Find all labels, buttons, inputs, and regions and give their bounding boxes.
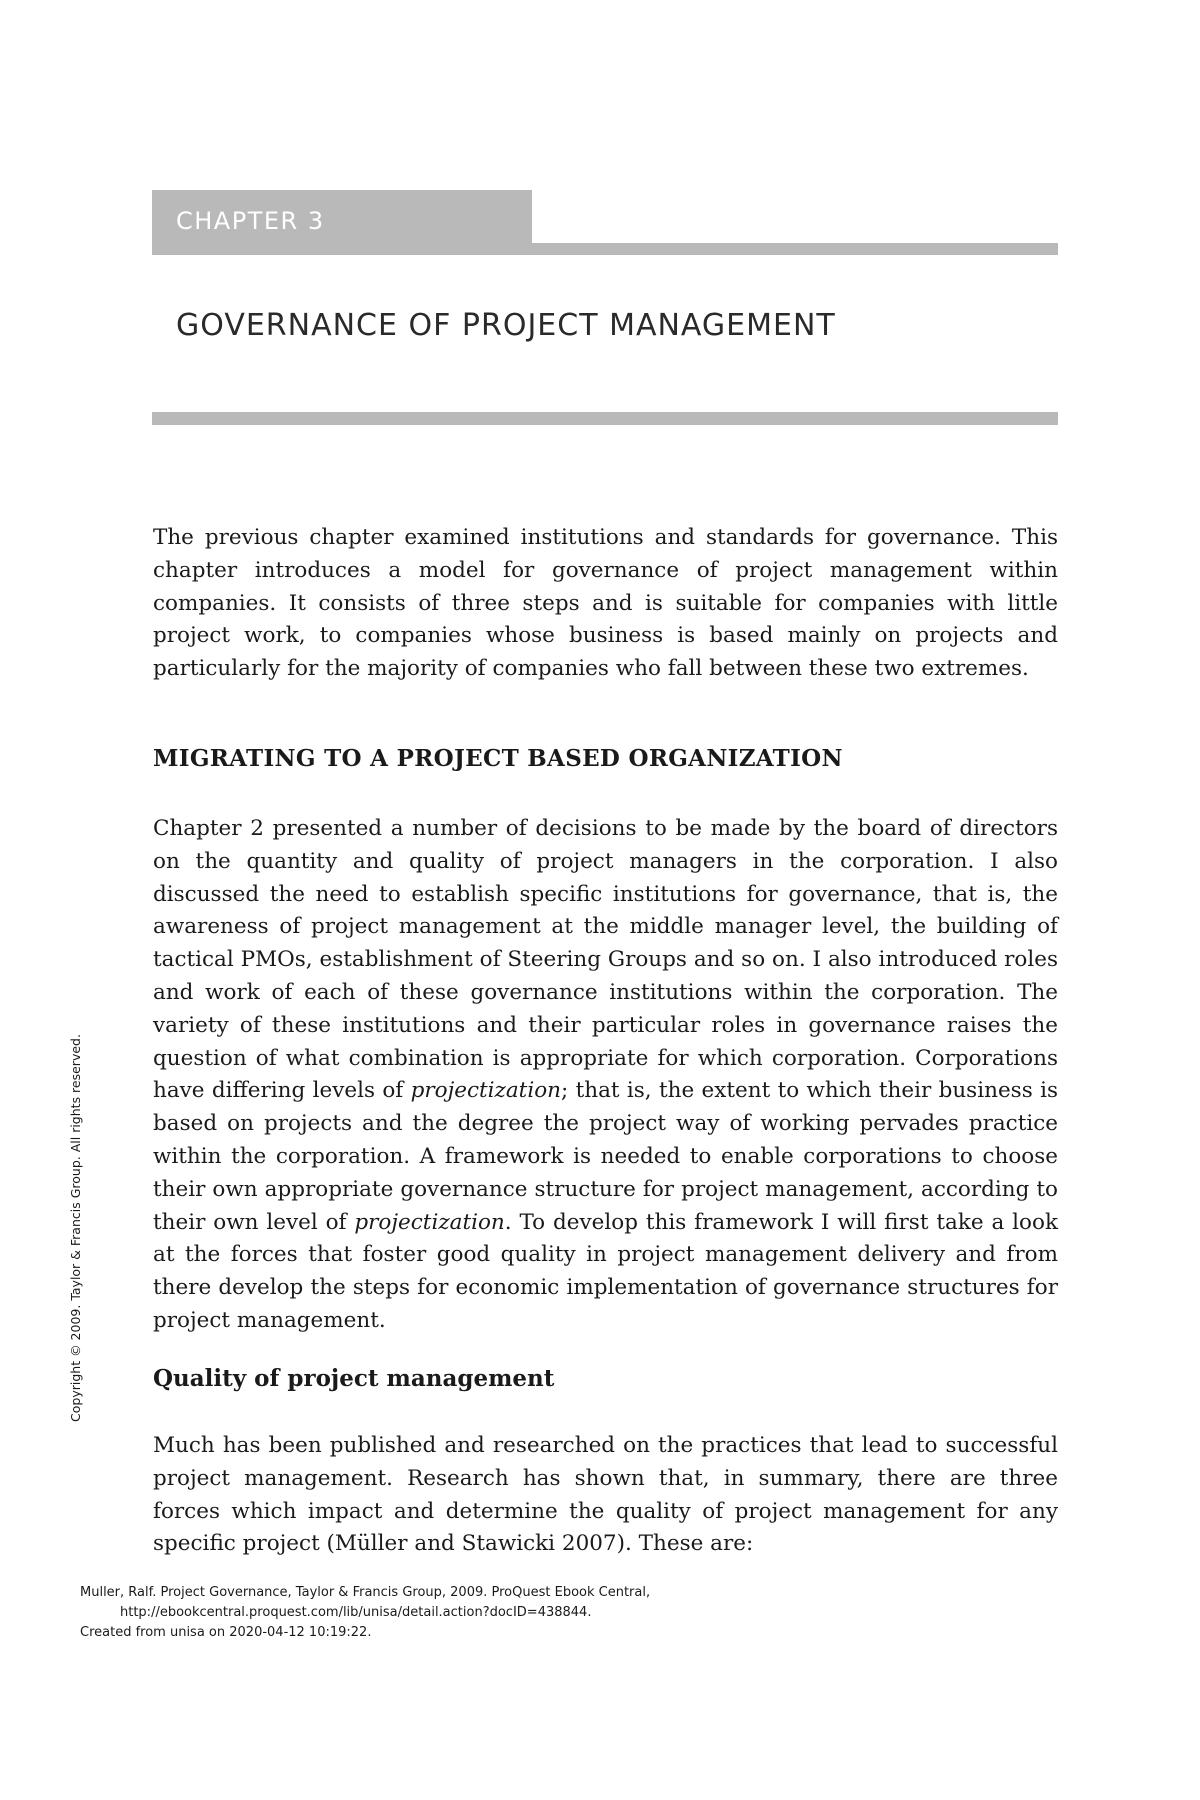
- chapter-title: GOVERNANCE OF PROJECT MANAGEMENT: [176, 308, 836, 343]
- quality-paragraph: Much has been published and researched on the practices that lead to successful project management. Research has shown that, in summary, there are three forces which impact and determine the quality of project management for any specific project (Müller and Stawicki 2007). These are:: [153, 1433, 1058, 1557]
- migrating-paragraph-part2: ; that is, the extent to which their business is based on projects and the degree the project way of working pervades practice within the corporation. A framework is needed to enable corporations to choose their own appropriate governance structure for project management, according to their own level of: [153, 1078, 1058, 1235]
- citation-footer: [80, 1583, 650, 1643]
- citation-line-1: Muller, Ralf. Project Governance, Taylor & Francis Group, 2009. ProQuest Ebook Central,: [80, 1585, 651, 1600]
- side-copyright-notice: Copyright © 2009. Taylor & Francis Group. All rights reserved.: [68, 1034, 83, 1422]
- section-heading-quality: Quality of project management: [153, 1365, 555, 1392]
- section-heading-migrating: MIGRATING TO A PROJECT BASED ORGANIZATION: [153, 745, 843, 772]
- migrating-paragraph-part3: . To develop this framework I will first take a look at the forces that foster good quality in project management delivery and from there develop the steps for economic implementation of governance structures for project management.: [153, 1209, 1058, 1333]
- chapter-tab: [152, 190, 532, 250]
- projectization-term-1: projectization: [410, 1078, 561, 1104]
- migrating-paragraph: [153, 813, 1058, 1338]
- migrating-paragraph-part1: Chapter 2 presented a number of decisions to be made by the board of directors on the quantity and quality of project managers in the corporation. I also discussed the need to establish specific institutions for governance, that is, the awareness of project management at the middle manager level, the building of tactical PMOs, establishment of Steering Groups and so on. I also introduced roles and work of each of these governance institutions within the corporation. The variety of these institutions and their particular roles in governance raises the question of what combination is appropriate for which corporation. Corporations have differing levels of: [153, 816, 1058, 1104]
- intro-paragraph: The previous chapter examined institutions and standards for governance. This chapter introduces a model for governance of project management within companies. It consists of three steps and is suitable for companies with little project work, to companies whose business is based mainly on projects and particularly for the majority of companies who fall between these two extremes.: [153, 525, 1058, 682]
- citation-url[interactable]: http://ebookcentral.proquest.com/lib/unisa/detail.action?docID=438844.: [120, 1605, 592, 1620]
- header-rule-bottom: [152, 412, 1058, 425]
- header-rule-top: [152, 243, 1058, 255]
- chapter-label: CHAPTER 3: [176, 207, 325, 235]
- citation-line-3: Created from unisa on 2020-04-12 10:19:22.: [80, 1625, 372, 1640]
- projectization-term-2: projectization: [354, 1209, 505, 1235]
